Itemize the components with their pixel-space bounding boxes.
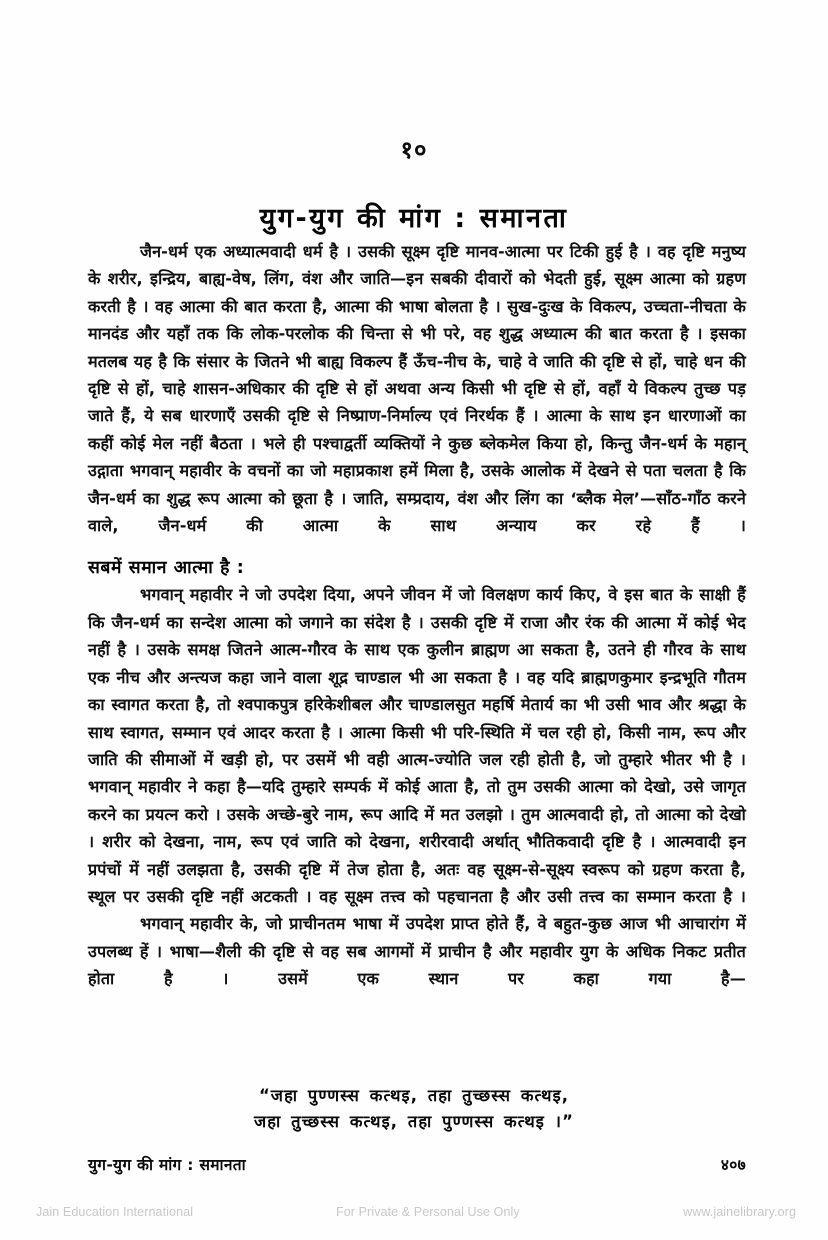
paragraph-2: भगवान् महावीर ने जो उपदेश दिया, अपने जीवन में जो विलक्षण कार्य किए, वे इस बात के साक्षी हैं कि जैन-धर्म का सन्देश आत्मा को जगाने का संदेश है । उसकी दृष्टि में राजा और रंक की आत्मा में कोई भेद नहीं है । उसके समक्ष जितने आत्म-गौरव के साथ एक कुलीन ब्राह्मण आ सकता है, उतने ही गौरव के साथ एक नीच और अन्त्यज कहा जाने वाला शूद्र चाण्डाल भी आ सकता है । वह यदि ब्राह्मणकुमार इन्द्रभूति गौतम का स्वागत करता है, तो श्वपाकपुत्र हरिकेशीबल और चाण्डालसुत महर्षि मेतार्य का भी उसी भाव और श्रद्धा के साथ स्वागत, सम्मान एवं आदर करता है । आत्मा किसी भी परि-स्थिति में चल रही हो, किसी नाम, रूप और जाति की सीमाओं में खड़ी हो, पर उसमें भी वही आत्म-ज्योति जल रही होती है, जो तुम्हारे भीतर भी है । भगवान् महावीर ने कहा है—यदि तुम्हारे सम्पर्क में कोई आता है, तो तुम उसकी आत्मा को देखो, उसे जागृत करने का प्रयत्न करो । उसके अच्छे-बुरे नाम, रूप आदि में मत उलझो । तुम आत्मवादी हो, तो आत्मा को देखो । शरीर को देखना, नाम, रूप एवं जाति को देखना, शरीरवादी अर्थात् भौतिकवादी दृष्टि है । आत्मवादी इन प्रपंचों में नहीं उलझता है, उसकी दृष्टि में तेज होता है, अतः वह सूक्ष्म-से-सूक्ष्य स्वरूप को ग्रहण करता है, स्थूल पर उसकी दृष्टि नहीं अटकती । वह सूक्ष्म तत्त्व को पहचानता है और उसी तत्त्व का सम्मान करता है । — [88, 585, 746, 906]
page-number: ४०७ — [720, 1156, 746, 1174]
page-title: युग-युग की मांग : समानता — [259, 203, 569, 235]
paragraph-1: जैन-धर्म एक अध्यात्मवादी धर्म है । उसकी सूक्ष्म दृष्टि मानव-आत्मा पर टिकी हुई है । वह दृष्टि मनुष्य के शरीर, इन्द्रिय, बाह्य-वेष, लिंग, वंश और जाति—इन सबकी दीवारों को भेदती हुई, सूक्ष्म आत्मा को ग्रहण करती है । वह आत्मा की बात करता है, आत्मा की भाषा बोलता है । सुख-दुःख के विकल्प, उच्चता-नीचता के मानदंड और यहाँ तक कि लोक-परलोक की चिन्ता से भी परे, वह शुद्ध अध्यात्म की बात करता है । इसका मतलब यह है कि संसार के जितने भी बाह्य विकल्प हैं ऊँच-नीच के, चाहे वे जाति की दृष्टि से हों, चाहे धन की दृष्टि से हों, चाहे शासन-अधिकार की दृष्टि से हों अथवा अन्य किसी भी दृष्टि से हों, वहाँ ये विकल्प तुच्छ पड़ जाते हैं, ये सब धारणाएँ उसकी दृष्टि से निष्प्राण-निर्माल्य एवं निरर्थक हैं । आत्मा के साथ इन धारणाओं का कहीं कोई मेल नहीं बैठता । भले ही पश्चाद्वर्ती व्यक्तियों ने कुछ ब्लेकमेल किया हो, किन्तु जैन-धर्म के महान् उद्गाता भगवान् महावीर के वचनों का जो महाप्रकाश हमें मिला है, उसके आलोक में देखने से पता चलता है कि जैन-धर्म का शुद्ध रूप आत्मा को छूता है । जाति, सम्प्रदाय, वंश और लिंग का ‘ब्लैक मेल’—साँठ-गाँठ करने वाले, जैन-धर्म की आत्मा के साथ अन्याय कर रहे हैं । — [88, 242, 746, 536]
running-footer — [88, 1153, 746, 1175]
watermark-usage-notice: For Private & Personal Use Only — [336, 1205, 520, 1219]
watermark-bar — [0, 1205, 828, 1235]
paragraph-3: भगवान् महावीर के, जो प्राचीनतम भाषा में उपदेश प्राप्त होते हैं, वे बहुत-कुछ आज भी आचारांग में उपलब्ध हें । भाषा—शैली की दृष्टि से वह सब आगमों में प्राचीन है और महावीर युग के अधिक निकट प्रतीत होता है । उसमें एक स्थान पर कहा गया है— — [88, 914, 746, 989]
watermark-website[interactable]: www.jainelibrary.org — [683, 1205, 796, 1219]
quote-line-2: जहा तुच्छस्स कत्थइ, तहा पुण्णस्स कत्थइ ।” — [254, 1112, 574, 1131]
verse-quote-block — [0, 1083, 828, 1135]
quote-line-1: “जहा पुण्णस्स कत्थइ, तहा तुच्छस्स कत्थइ, — [258, 1086, 570, 1105]
section-subheading: सबमें समान आत्मा है : — [88, 558, 245, 579]
body-text-column — [88, 238, 746, 993]
watermark-organization: Jain Education International — [36, 1205, 194, 1219]
running-footer-title: युग-युग की मांग : समानता — [88, 1156, 246, 1174]
chapter-number: १० — [400, 136, 428, 164]
